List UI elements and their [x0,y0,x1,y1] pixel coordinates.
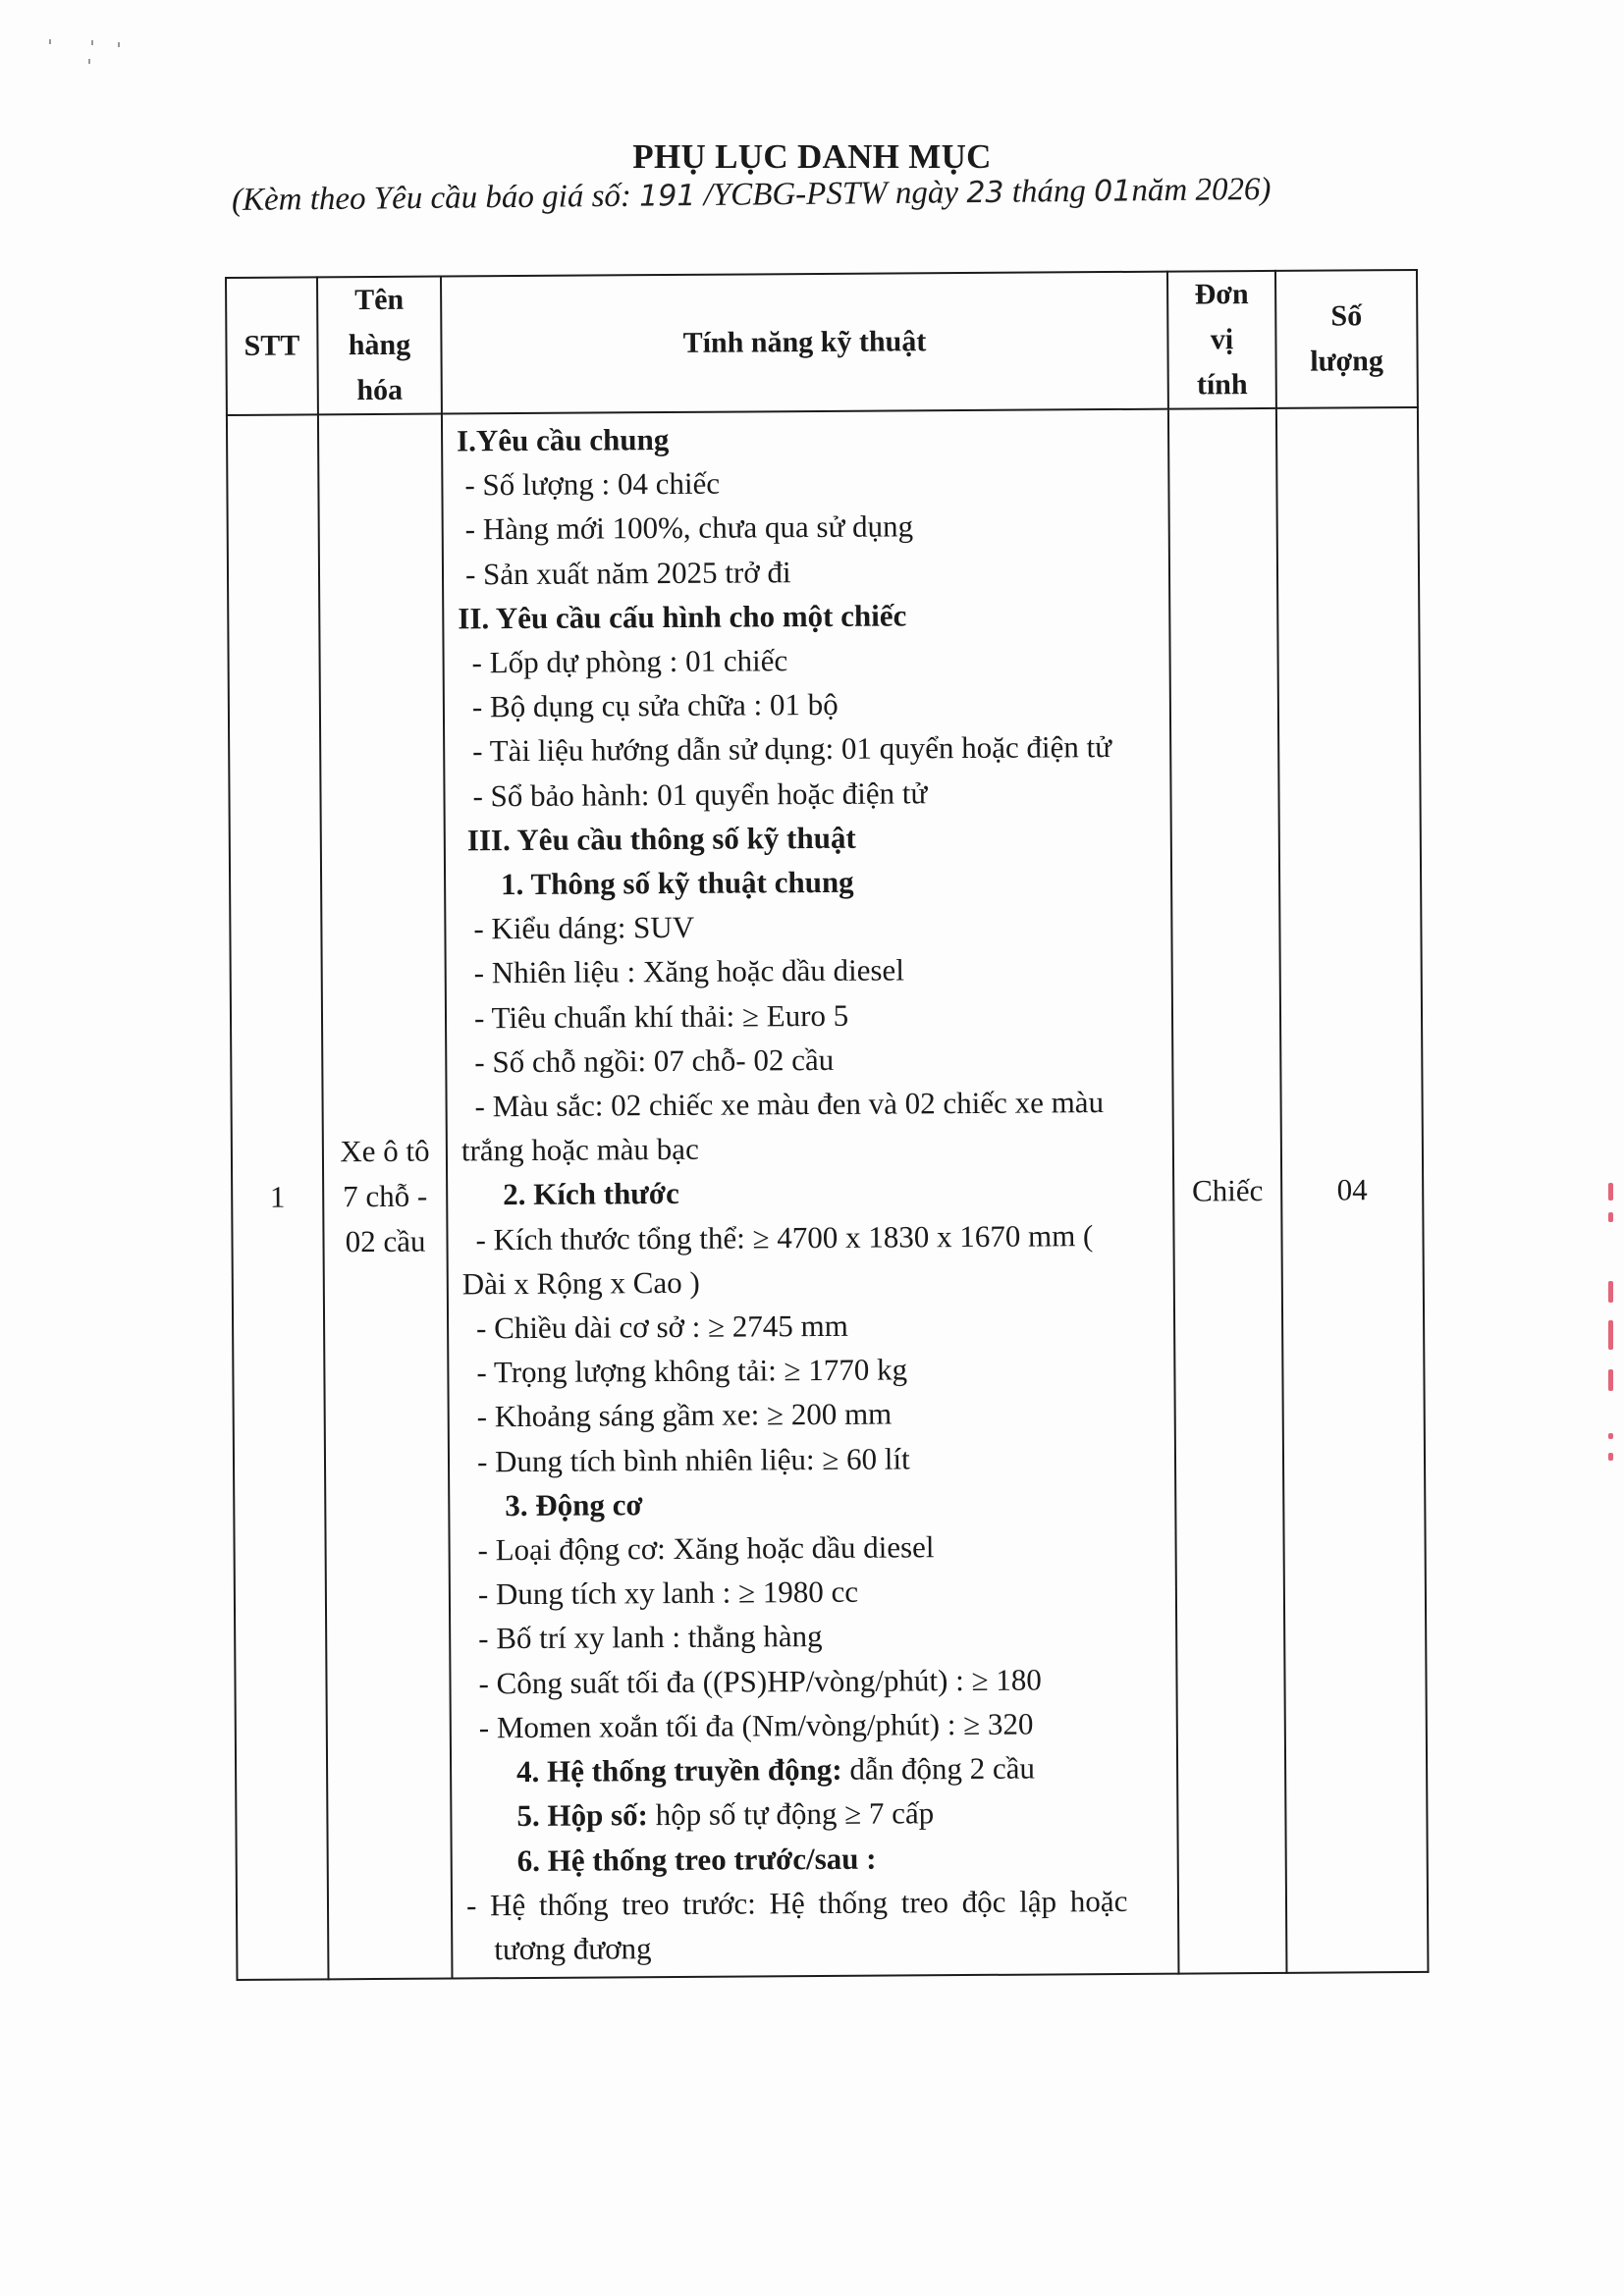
cell-unit: Chiếc [1168,408,1287,1974]
spec-label: 4. Hệ thống truyền động: [515,1751,842,1789]
header-name [317,277,442,415]
spec-item: - Bố trí xy lanh : thẳng hàng [478,1619,823,1656]
spec-item: - Sản xuất năm 2025 trở đi [464,554,791,591]
stamp-mark [1608,1320,1613,1350]
scan-speck [49,39,51,44]
subtitle-year-label: năm 2026) [1131,171,1272,209]
spec-value: dẫn động 2 cầu [841,1750,1036,1787]
spec-item: - Màu sắc: 02 chiếc xe màu đen và 02 chiếc xe màu [474,1085,1105,1124]
spec-section-heading: I.Yêu cầu chung [456,422,670,458]
month-handwritten: 01 [1094,174,1132,209]
catalog-table [225,269,1429,1981]
spec-item-continuation: Dài x Rộng x Cao ) [461,1264,700,1302]
header-qty-label: Số lượng [1310,299,1384,378]
spec-item: - Bộ dụng cụ sửa chữa : 01 bộ [471,687,839,724]
day-handwritten: 23 [966,175,1004,211]
spec-item-continuation: trắng hoặc màu bạc [460,1132,699,1168]
spec-item: - Lốp dự phòng : 01 chiếc [471,643,788,680]
spec-item: - Loại động cơ: Xăng hoặc dầu diesel [477,1529,935,1568]
spec-subheading: 3. Động cơ [505,1487,643,1523]
table-row [227,407,1429,1980]
stamp-mark [1608,1369,1613,1391]
spec-item: - Số lượng : 04 chiếc [464,465,721,503]
spec-section-heading: III. Yêu cầu thông số kỹ thuật [466,820,856,858]
spec-tail-lines [466,1878,1174,1971]
spec-item: - Hệ thống treo trước: Hệ thống treo độc lập hoặc [465,1883,1128,1923]
subtitle-prefix: (Kèm theo Yêu cầu báo giá số: [231,178,640,218]
scan-speck [88,59,90,64]
spec-item: - Dung tích bình nhiên liệu: ≥ 60 lít [476,1441,910,1478]
spec-section-heading: II. Yêu cầu cấu hình cho một chiếc [458,598,907,636]
cell-qty: 04 [1276,407,1429,1973]
spec-item: - Tiêu chuẩn khí thải: ≥ Euro 5 [473,997,849,1035]
spec-item: - Chiều dài cơ sở : ≥ 2745 mm [475,1308,848,1346]
spec-subheading: 1. Thông số kỹ thuật chung [500,864,854,902]
spec-item: - Trọng lượng không tải: ≥ 1770 kg [476,1352,908,1390]
document-subtitle [232,172,1272,219]
scan-speck [118,42,120,47]
stamp-mark [1608,1281,1613,1303]
table-header-row [226,270,1418,415]
cell-stt: 1 [227,414,329,1980]
spec-item: - Số chỗ ngồi: 07 chỗ- 02 cầu [474,1041,835,1080]
spec-labeled-item [465,1745,1172,1794]
spec-item: - Khoảng sáng gầm xe: ≥ 200 mm [476,1396,893,1434]
header-qty [1275,270,1418,408]
stamp-mark [1608,1433,1613,1439]
spec-item: - Tài liệu hướng dẫn sử dụng: 01 quyển hoặc điện tử [472,729,1112,769]
request-number-handwritten: 191 [638,179,696,214]
spec-labeled-item [466,1834,1173,1883]
header-stt: STT [226,277,318,415]
spec-subheading: 2. Kích thước [503,1176,679,1212]
stamp-mark [1608,1183,1613,1201]
spec-item: - Dung tích xy lanh : ≥ 1980 cc [477,1575,859,1612]
spec-item: - Momen xoắn tối đa (Nm/vòng/phút) : ≥ 320 [478,1706,1034,1745]
spec-label: 5. Hộp số: [516,1797,649,1834]
subtitle-code: /YCBG-PSTW ngày [695,175,967,214]
cell-name [318,414,453,1980]
spec-labeled-lines [465,1745,1173,1883]
header-spec: Tính năng kỹ thuật [441,272,1168,414]
spec-lines [457,414,1172,1750]
spec-value: hộp số tự động ≥ 7 cấp [647,1795,935,1833]
spec-item: - Nhiên liệu : Xăng hoặc dầu diesel [473,952,904,990]
header-unit-label: Đơn vị tính [1194,278,1249,401]
red-stamp-fragment [1604,1173,1620,1468]
spec-labeled-item [465,1789,1172,1839]
spec-item: - Kích thước tổng thể: ≥ 4700 x 1830 x 1670 mm ( [475,1217,1094,1256]
document-title: PHỤ LỤC DANH MỤC [632,137,992,176]
spec-item-continuation: tương đương [494,1931,652,1967]
header-name-label: Tên hàng hóa [348,283,411,407]
stamp-mark [1608,1453,1613,1461]
header-unit [1167,271,1276,409]
spec-item: - Hàng mới 100%, chưa qua sử dụng [464,508,914,547]
spec-item: - Công suất tối đa ((PS)HP/vòng/phút) : ≥ 180 [478,1662,1042,1701]
cell-name-text: Xe ô tô 7 chỗ - 02 cầu [340,1133,430,1259]
subtitle-month-label: tháng [1003,173,1095,210]
spec-label: 6. Hệ thống treo trước/sau : [516,1841,877,1878]
stamp-mark [1608,1212,1613,1222]
cell-spec [442,409,1179,1979]
scan-speck [91,40,93,45]
spec-item: - Sổ bảo hành: 01 quyển hoặc điện tử [472,774,928,813]
spec-item: - Kiểu dáng: SUV [473,910,695,946]
